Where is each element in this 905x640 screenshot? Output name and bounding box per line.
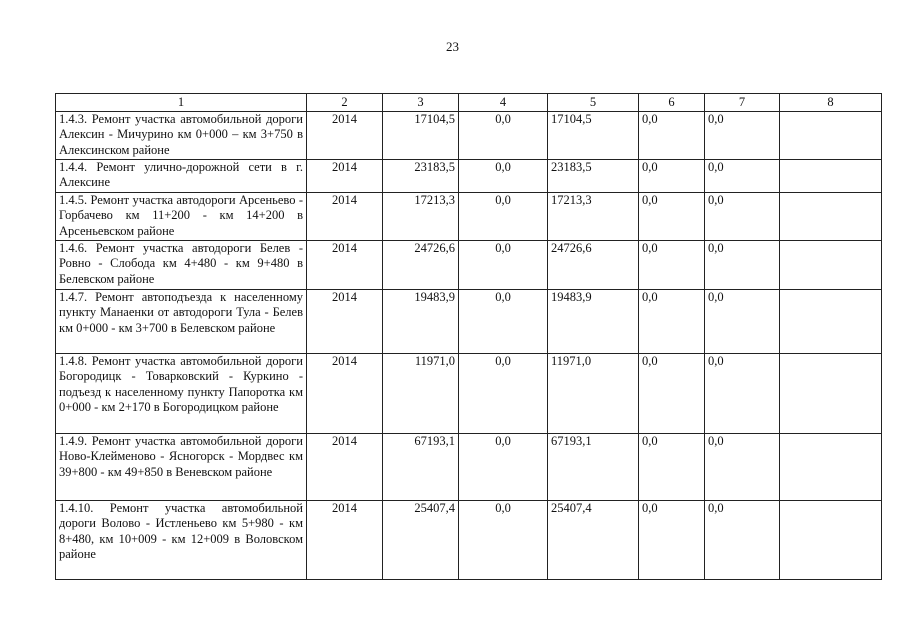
row-col3: 67193,1 (383, 433, 459, 500)
row-col4: 0,0 (459, 500, 548, 579)
row-col4: 0,0 (459, 240, 548, 289)
row-col7: 0,0 (705, 192, 780, 240)
row-description: 1.4.6. Ремонт участка автодороги Белев - Ровно - Слобода км 4+480 - км 9+480 в Белевском районе (56, 240, 307, 289)
row-col3: 11971,0 (383, 353, 459, 433)
page-number: 23 (446, 39, 459, 54)
table-row (56, 111, 882, 159)
row-col7: 0,0 (705, 289, 780, 353)
row-col6: 0,0 (639, 192, 705, 240)
row-col7: 0,0 (705, 433, 780, 500)
row-col4: 0,0 (459, 111, 548, 159)
row-year: 2014 (307, 500, 383, 579)
table-row (56, 433, 882, 500)
row-col6: 0,0 (639, 240, 705, 289)
row-year: 2014 (307, 111, 383, 159)
row-col8 (780, 111, 882, 159)
row-col4: 0,0 (459, 289, 548, 353)
budget-table (55, 93, 882, 580)
row-col6: 0,0 (639, 159, 705, 192)
header-cell: 1 (56, 94, 307, 112)
row-col7: 0,0 (705, 353, 780, 433)
row-col5: 11971,0 (548, 353, 639, 433)
row-description: 1.4.3. Ремонт участка автомобильной дороги Алексин - Мичурино км 0+000 – км 3+750 в Алексинском районе (56, 111, 307, 159)
row-col5: 17213,3 (548, 192, 639, 240)
row-col5: 25407,4 (548, 500, 639, 579)
table-row (56, 500, 882, 579)
row-col7: 0,0 (705, 240, 780, 289)
table-row (56, 192, 882, 240)
row-year: 2014 (307, 353, 383, 433)
row-col8 (780, 240, 882, 289)
row-col3: 25407,4 (383, 500, 459, 579)
row-col8 (780, 192, 882, 240)
row-description: 1.4.7. Ремонт автоподъезда к населенному пункту Манаенки от автодороги Тула - Белев км 0+000 - км 3+700 в Белевском районе (56, 289, 307, 353)
table-row (56, 353, 882, 433)
row-col3: 23183,5 (383, 159, 459, 192)
row-col4: 0,0 (459, 192, 548, 240)
table-row (56, 289, 882, 353)
row-col5: 24726,6 (548, 240, 639, 289)
row-description: 1.4.8. Ремонт участка автомобильной дороги Богородицк - Товарковский - Куркино - подъезд к населенному пункту Папоротка км 0+000 - км 2+170 в Богородицком районе (56, 353, 307, 433)
row-col6: 0,0 (639, 289, 705, 353)
row-year: 2014 (307, 192, 383, 240)
table-row (56, 159, 882, 192)
row-col8 (780, 289, 882, 353)
header-cell: 8 (780, 94, 882, 112)
header-cell: 3 (383, 94, 459, 112)
header-cell: 6 (639, 94, 705, 112)
table-row (56, 240, 882, 289)
row-col8 (780, 353, 882, 433)
row-col3: 17213,3 (383, 192, 459, 240)
row-col8 (780, 500, 882, 579)
row-col8 (780, 159, 882, 192)
row-col6: 0,0 (639, 111, 705, 159)
header-cell: 2 (307, 94, 383, 112)
row-col5: 23183,5 (548, 159, 639, 192)
row-col4: 0,0 (459, 353, 548, 433)
row-year: 2014 (307, 433, 383, 500)
row-description: 1.4.4. Ремонт улично-дорожной сети в г. Алексине (56, 159, 307, 192)
row-col6: 0,0 (639, 353, 705, 433)
row-col6: 0,0 (639, 500, 705, 579)
row-description: 1.4.5. Ремонт участка автодороги Арсеньево - Горбачево км 11+200 - км 14+200 в Арсеньевском районе (56, 192, 307, 240)
header-cell: 5 (548, 94, 639, 112)
row-col5: 67193,1 (548, 433, 639, 500)
row-col4: 0,0 (459, 159, 548, 192)
header-row (56, 94, 882, 112)
row-year: 2014 (307, 159, 383, 192)
row-col5: 19483,9 (548, 289, 639, 353)
header-cell: 4 (459, 94, 548, 112)
row-description: 1.4.10. Ремонт участка автомобильной дороги Волово - Истленьево км 5+980 - км 8+480, км 10+009 - км 12+009 в Воловском районе (56, 500, 307, 579)
row-col3: 19483,9 (383, 289, 459, 353)
row-year: 2014 (307, 289, 383, 353)
row-col5: 17104,5 (548, 111, 639, 159)
row-col8 (780, 433, 882, 500)
row-col6: 0,0 (639, 433, 705, 500)
row-col7: 0,0 (705, 111, 780, 159)
row-description: 1.4.9. Ремонт участка автомобильной дороги Ново-Клейменово - Ясногорск - Мордвес км 39+800 - км 49+850 в Веневском районе (56, 433, 307, 500)
header-cell: 7 (705, 94, 780, 112)
row-col3: 17104,5 (383, 111, 459, 159)
row-col7: 0,0 (705, 159, 780, 192)
row-col3: 24726,6 (383, 240, 459, 289)
row-col4: 0,0 (459, 433, 548, 500)
row-year: 2014 (307, 240, 383, 289)
row-col7: 0,0 (705, 500, 780, 579)
